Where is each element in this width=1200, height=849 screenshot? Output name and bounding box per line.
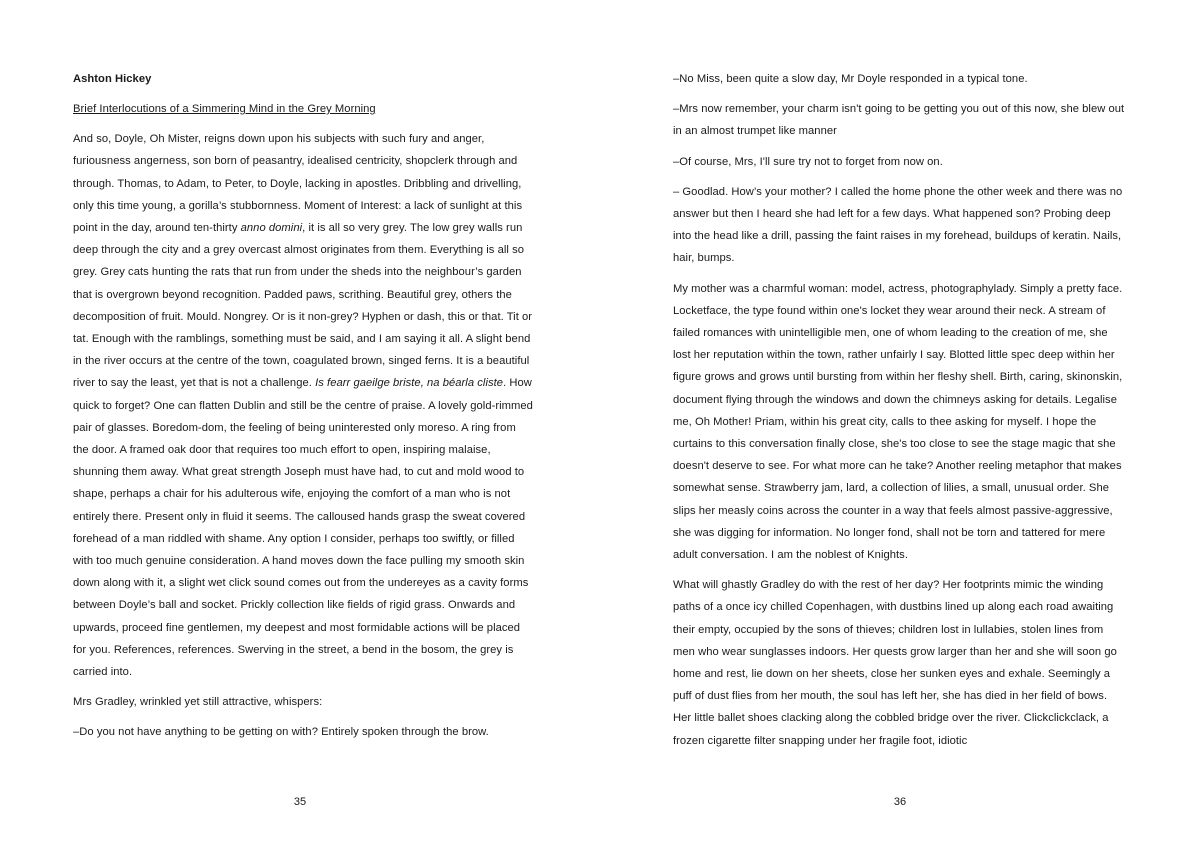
left-paragraph-1-part-3: . How quick to forget? One can flatten Dublin and still be the centre of praise. A lovely gold-rimmed pair of glasses. Boredom-dom, the feeling of being uninterested only moreso. A ring from the door. A framed oak door that requires too much effort to open, inspiring malaise, shunning them away. What great strength Joseph must have had, to cut and mold wood to shape, perhaps a chair for his adulterous wife, enjoying the comfort of a man who is not entirely there. Present only in fluid it seems. The calloused hands grasp the sweat covered forehead of a man riddled with shame. Any option I consider, perhaps too swiftly, or filled with too much genuine consideration. A hand moves down the face pulling my smooth skin down along with it, a slight wet click sound comes out from the undereyes as a cavity forms between Doyle’s ball and socket. Prickly collection like fields of rigid grass. Onwards and upwards, proceed fine gentlemen, my deepest and most formidable actions will be placed for you. References, references. Swerving in the street, a bend in the bosom, the grey is carried into.: [73, 377, 533, 679]
story-title: Brief Interlocutions of a Simmering Mind in the Grey Morning: [73, 103, 376, 115]
left-paragraph-2: Mrs Gradley, wrinkled yet still attractive, whispers:: [73, 696, 323, 709]
right-paragraph-6: What will ghastly Gradley do with the rest of her day? Her footprints mimic the winding paths of a once icy chilled Copenhagen, with dustbins lined up along each road awaiting their empty, occupied by the sons of thieves; children lost in lullabies, stolen lines from men who wear sunglasses indoors. Her quests grow larger than her and she will soon go home and rest, lie down on her sheets, close her sunken eyes and exhale. Seemingly a puff of dust flies from her mouth, the soul has left her, she has died in her field of bows. Her little ballet shoes clacking along the cobbled bridge over the river. Clickclickclack, a frozen cigarette filter snapping under her fragile foot, idiotic: [673, 579, 1117, 747]
left-page-number: 35: [293, 796, 307, 808]
left-paragraph-1: [73, 128, 533, 683]
right-paragraph-5: My mother was a charmful woman: model, actress, photographylady. Simply a pretty face. Locketface, the type found within one's locket they wear around their neck. A stream of failed romances with unintelligible men, one of whom leading to the creation of me, she lost her reputation within the town, rather unfairly I say. Blotted little spec deep within her figure grows and grows until bursting from within her fleshy shell. Birth, caring, skinonskin, document flying through the windows and down the chimneys asking for details. Legalise me, Oh Mother! Priam, within his great city, calls to thee asking for myself. I hope the curtains to this conversation finally close, she's too close to see the stage magic that she doesn't deserve to see. For what more can he take? Another reeling metaphor that makes somewhat sense. Strawberry jam, lard, a collection of lilies, a small, unusual order. She slips her measly coins across the counter in a way that feels almost passive-aggressive, she was digging for information. No longer fond, shall not be torn and tattered for mere adult conversation. I am the noblest of Knights.: [673, 282, 1123, 562]
right-paragraph-4: – Goodlad. How’s your mother? I called the home phone the other week and there was no answer but then I heard she had left for a few days. What happened son? Probing deep into the head like a drill, passing the faint raises in my forehead, buildups of keratin. Nails, hair, bumps.: [673, 185, 1123, 265]
left-paragraph-1-italic-1: anno domini: [240, 222, 303, 235]
left-text-column: [73, 68, 533, 752]
left-paragraph-3: –Do you not have anything to be getting on with? Entirely spoken through the brow.: [73, 726, 489, 739]
left-paragraph-1-part-1: And so, Doyle, Oh Mister, reigns down upon his subjects with such fury and anger, furiousness angerness, son born of peasantry, idealised centricity, shopclerk through and through. Thomas, to Adam, to Peter, to Doyle, lacking in apostles. Dribbling and drivelling, only this time young, a gorilla’s stubbornness. Moment of Interest: a lack of sunlight at this point in the day, around ten-thirty: [73, 133, 523, 235]
right-paragraph-3: –Of course, Mrs, I'll sure try not to forget from now on.: [673, 155, 943, 168]
author-name: Ashton Hickey: [73, 73, 152, 85]
left-paragraph-1-part-2: , it is all so very grey. The low grey walls run deep through the city and a grey overcast almost originates from them. Everything is all so grey. Grey cats hunting the rats that run from under the sheds into the neighbour’s garden that is overgrown beyond recognition. Padded paws, scrithing. Beautiful grey, others the decomposition of fruit. Mould. Nongrey. Or is it non-grey? Hyphen or dash, this or that. Tit or tat. Enough with the ramblings, something must be said, and I am saying it all. A slight bend in the river occurs at the centre of the town, coagulated brown, singed ferns. It is a beautiful river to say the least, yet that is not a challenge.: [73, 222, 533, 390]
left-paragraph-1-italic-2: Is fearr gaeilge briste, na béarla cliste: [315, 377, 504, 390]
right-text-column: [673, 68, 1125, 760]
right-paragraph-1: –No Miss, been quite a slow day, Mr Doyle responded in a typical tone.: [673, 73, 1028, 85]
right-paragraph-2: –Mrs now remember, your charm isn't going to be getting you out of this now, she blew out in an almost trumpet like manner: [673, 103, 1125, 138]
right-page-number: 36: [893, 796, 907, 808]
right-page: [600, 0, 1200, 849]
